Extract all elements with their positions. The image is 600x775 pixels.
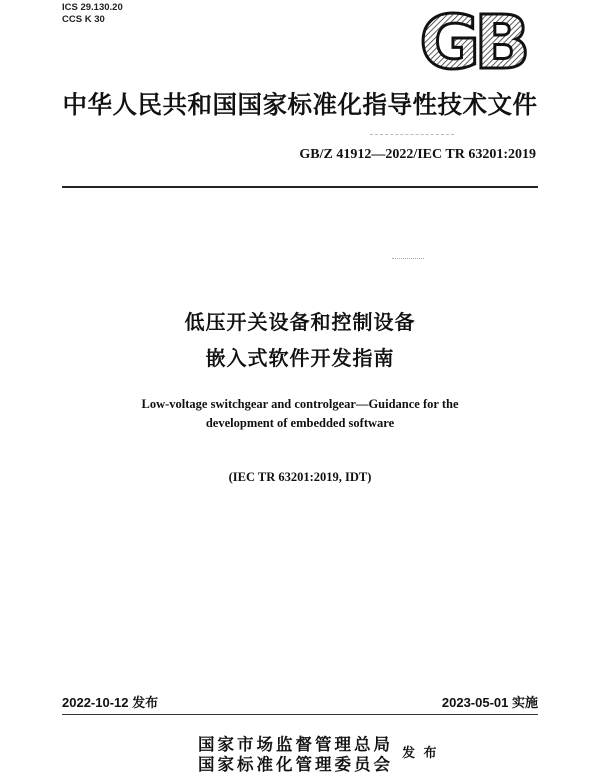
- decorative-dashed-line: [370, 134, 454, 135]
- ics-code: ICS 29.130.20: [62, 2, 123, 13]
- decorative-dotted-line: [392, 258, 424, 259]
- standard-number: GB/Z 41912—2022/IEC TR 63201:2019: [299, 147, 536, 162]
- gb-logo-text: GB: [419, 6, 525, 76]
- title-chinese-line-1: 低压开关设备和控制设备: [184, 310, 416, 334]
- footer-divider: [62, 714, 538, 715]
- classification-codes: [62, 2, 123, 26]
- header-divider: [62, 186, 538, 188]
- gb-logo: [410, 6, 534, 76]
- title-chinese-line-2: 嵌入式软件开发指南: [205, 346, 395, 370]
- ccs-code: CCS K 30: [62, 14, 105, 25]
- issuer-line-2: 国家标准化管理委员会: [198, 755, 393, 774]
- equivalence-statement: (IEC TR 63201:2019, IDT): [228, 470, 372, 484]
- issue-date: 2022-10-12 发布: [62, 695, 159, 710]
- issuer-line-1: 国家市场监督管理总局: [198, 735, 393, 754]
- title-english-line-2: development of embedded software: [205, 416, 395, 430]
- title-english-line-1: Low-voltage switchgear and controlgear—Guidance for the: [141, 397, 459, 411]
- publish-label: 发 布: [402, 746, 439, 761]
- implementation-date: 2023-05-01 实施: [441, 695, 538, 710]
- issuing-category-title: 中华人民共和国国家标准化指导性技术文件: [62, 90, 538, 119]
